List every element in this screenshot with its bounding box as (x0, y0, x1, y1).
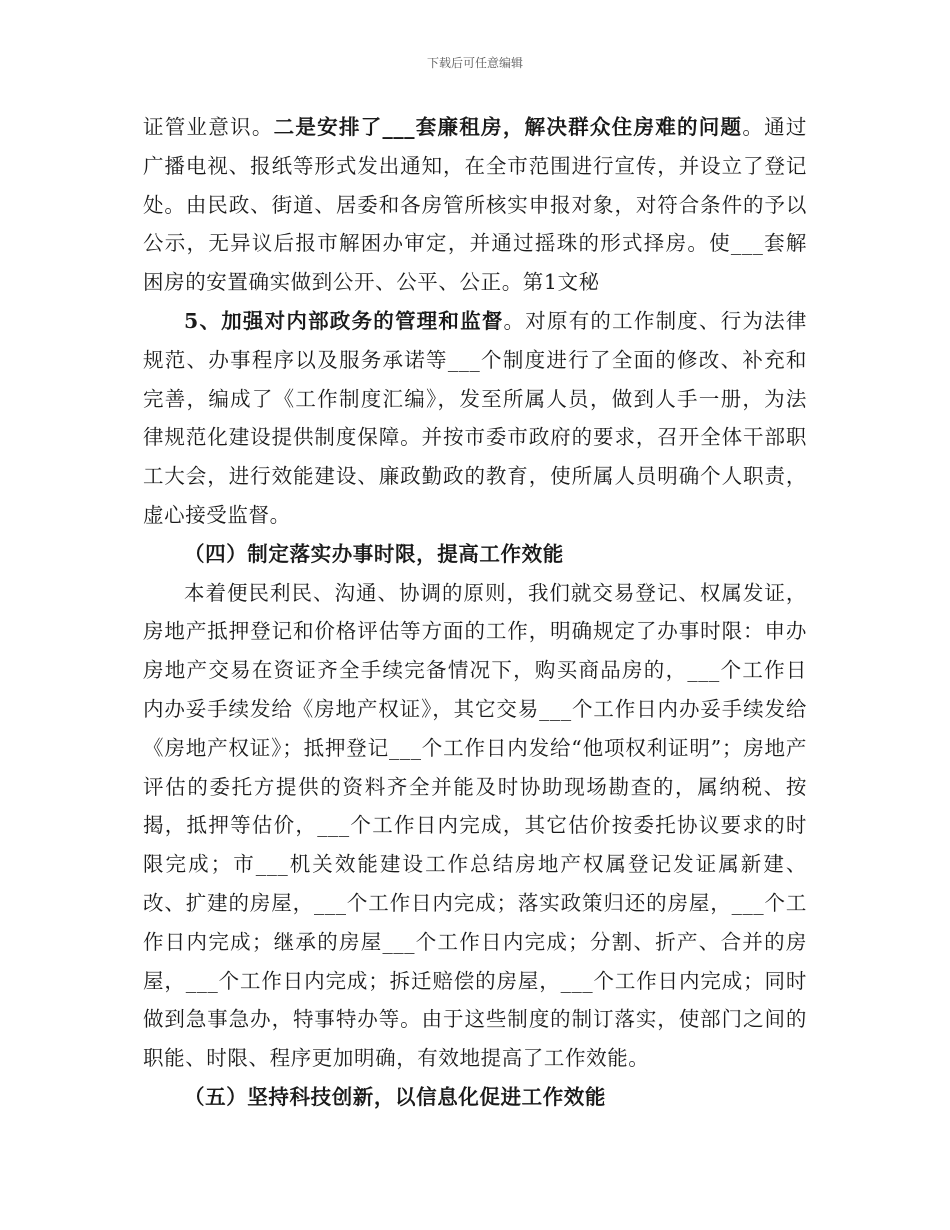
paragraph-1-text: 证管业意识。 (143, 115, 274, 139)
paragraph-1-bold-text: 二是安排了___套廉租房，解决群众住房难的问题 (273, 115, 743, 139)
section-heading-4: （四）制定落实办事时限，提高工作效能 (184, 541, 564, 566)
paragraph-2-text: 。对原有的工作制度、行为法律规范、办事程序以及服务承诺等___个制度进行了全面的修改、补充和完善，编成了《工作制度汇编》，发至所属人员，做到人手一册，为法律规范化建设提供制度保障。并按市委市政府的要求，召开全体干部职工大会，进行效能建设、廉政勤政的教育，使所属人员明确个人职责，虚心接受监督。 (143, 308, 807, 527)
paragraph-1-text-continued: 。通过广播电视、报纸等形式发出通知，在全市范围进行宣传，并设立了登记处。由民政、街道、居委和各房管所核实申报对象，对符合条件的予以公示，无异议后报市解困办审定，并通过摇珠的形式择房。使___套解困房的安置确实做到公开、公平、公正。第1文秘 (143, 115, 807, 295)
paragraph-2-bold-lead: 5、加强对内部政务的管理和监督 (184, 308, 504, 333)
section-heading-5: （五）坚持科技创新，以信息化促进工作效能 (184, 1084, 606, 1109)
paragraph-3: 本着便民利民、沟通、协调的原则，我们就交易登记、权属发证，房地产抵押登记和价格评估等方面的工作，明确规定了办事时限：申办房地产交易在资证齐全手续完备情况下，购买商品房的，___个工作日内办妥手续发给《房地产权证》，其它交易___个工作日内办妥手续发给《房地产权证》；抵押登记___个工作日内发给“他项权利证明”；房地产评估的委托方提供的资料齐全并能及时协助现场勘查的，属纳税、按揭，抵押等估价，___个工作日内完成，其它估价按委托协议要求的时限完成；市___机关效能建设工作总结房地产权属登记发证属新建、改、扩建的房屋，___个工作日内完成；落实政策归还的房屋，___个工作日内完成；继承的房屋___个工作日内完成；分割、折产、合并的房屋，___个工作日内完成；拆迁赔偿的房屋，___个工作日内完成；同时做到急事急办，特事特办等。由于这些制度的制订落实，使部门之间的职能、时限、程序更加明确，有效地提高了工作效能。 (143, 580, 807, 1071)
paragraph-2 (143, 302, 807, 535)
paragraph-1 (143, 108, 807, 302)
page-header: 下载后可任意编辑 (426, 56, 523, 70)
document-body (143, 108, 807, 1117)
